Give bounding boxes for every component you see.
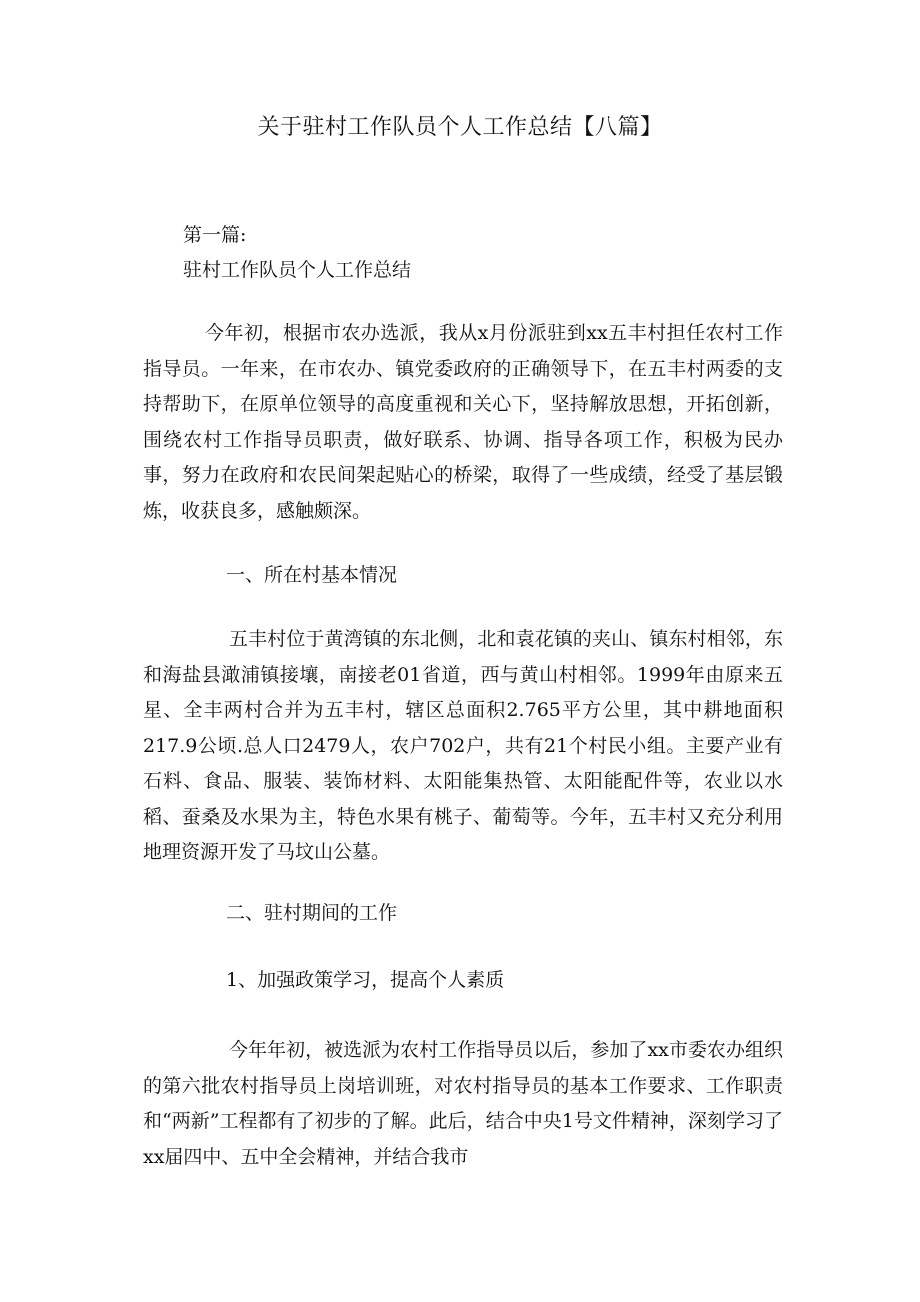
subsection1-heading: 1、加强政策学习，提高个人素质 bbox=[226, 969, 505, 991]
part-label: 第一篇: bbox=[183, 224, 247, 246]
subsection1-paragraph: 今年年初，被选派为农村工作指导员以后，参加了xx市委农办组织的第六批农村指导员上岗培训班，对农村指导员的基本工作要求、工作职责和“两新”工程都有了初步的了解。此后，结合中央1号文件精神，深刻学习了xx届四中、五中全会精神，并结合我市 bbox=[143, 1039, 783, 1168]
section1-paragraph: 五丰村位于黄湾镇的东北侧，北和袁花镇的夹山、镇东村相邻，东和海盐县澉浦镇接壤，南接老01省道，西与黄山村相邻。1999年由原来五星、全丰两村合并为五丰村，辖区总面积2.765平方公里，其中耕地面积217.9公顷.总人口2479人，农户702户，共有21个村民小组。主要产业有石料、食品、服装、装饰材料、太阳能集热管、太阳能配件等，农业以水稻、蚕桑及水果为主，特色水果有桃子、葡萄等。今年，五丰村又充分利用地理资源开发了马坟山公墓。 bbox=[143, 628, 783, 863]
document-title: 关于驻村工作队员个人工作总结【八篇】 bbox=[257, 115, 663, 140]
section2-heading: 二、驻村期间的工作 bbox=[226, 902, 398, 924]
section1-heading: 一、所在村基本情况 bbox=[226, 564, 398, 586]
part-subtitle: 驻村工作队员个人工作总结 bbox=[183, 259, 412, 281]
intro-paragraph: 今年初，根据市农办选派，我从x月份派驻到xx五丰村担任农村工作指导员。一年来，在市农办、镇党委政府的正确领导下，在五丰村两委的支持帮助下，在原单位领导的高度重视和关心下，坚持解放思想，开拓创新，围绕农村工作指导员职责，做好联系、协调、指导各项工作，积极为民办事，努力在政府和农民间架起贴心的桥梁，取得了一些成绩，经受了基层锻炼，收获良多，感触颇深。 bbox=[143, 322, 783, 522]
